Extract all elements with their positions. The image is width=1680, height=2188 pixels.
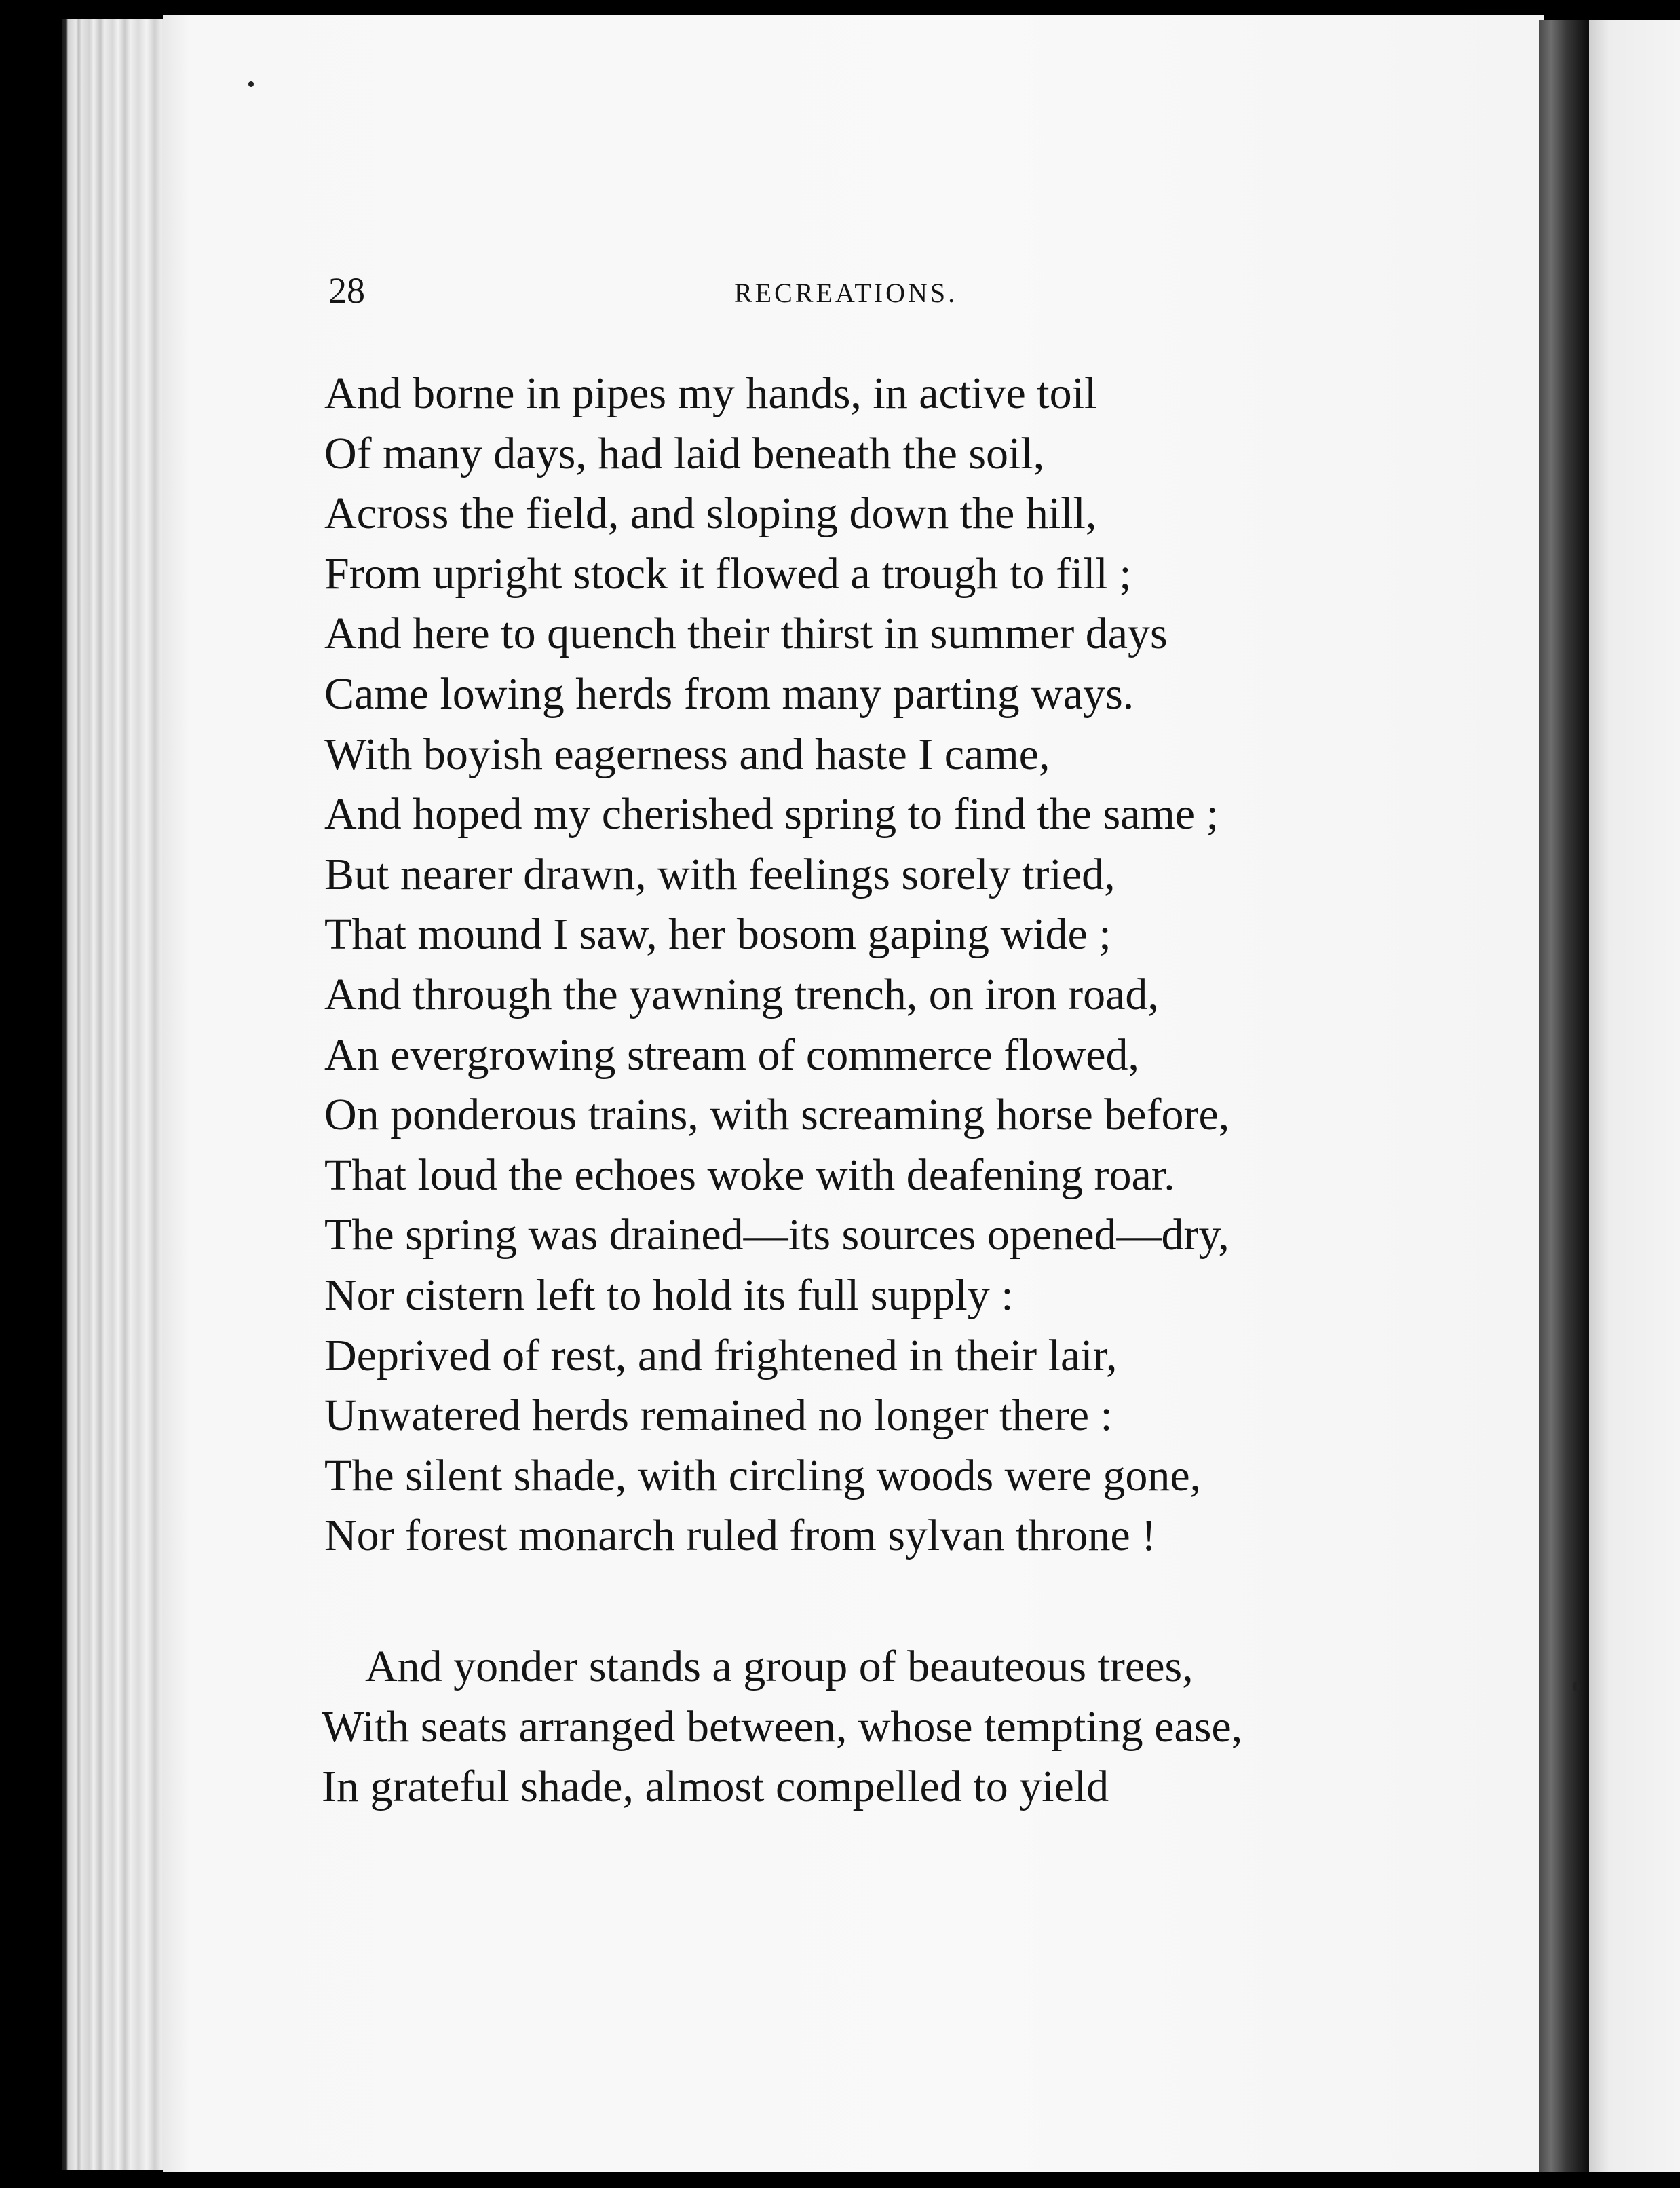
poem-line: An evergrowing stream of commerce flowed, (324, 1030, 1140, 1080)
poem-line: And borne in pipes my hands, in active toil (324, 369, 1097, 418)
poem-line: But nearer drawn, with feelings sorely tried, (324, 849, 1115, 899)
book-gutter (1539, 20, 1589, 2172)
poem-line: And yonder stands a group of beauteous trees, (365, 1642, 1194, 1691)
poem-line: That mound I saw, her bosom gaping wide ; (324, 909, 1111, 960)
poem-line: Deprived of rest, and frightened in their lair, (324, 1330, 1118, 1380)
poem-stanza-2 (322, 1637, 1242, 1817)
poem-line: The silent shade, with circling woods were gone, (324, 1450, 1202, 1501)
poem-line: Came lowing herds from many parting ways. (324, 668, 1134, 719)
poem-line: Across the field, and sloping down the hill, (324, 489, 1097, 539)
poem-line: In grateful shade, almost compelled to yield (322, 1762, 1109, 1812)
poem-line: And hoped my cherished spring to find the same ; (324, 789, 1219, 840)
scan-speck (1573, 1682, 1580, 1691)
poem-line: That loud the echoes woke with deafening roar. (324, 1150, 1175, 1200)
running-head: RECREATIONS. (734, 278, 958, 308)
facing-page-edge (1589, 20, 1680, 2172)
poem-line: Nor forest monarch ruled from sylvan throne ! (324, 1511, 1157, 1561)
scan-speck (248, 81, 254, 87)
poem-line: The spring was drained—its sources opened—dry, (324, 1210, 1229, 1260)
page-number: 28 (328, 270, 365, 311)
poem-stanza-1 (324, 364, 1229, 1566)
poem-line: And through the yawning trench, on iron road, (324, 969, 1159, 1019)
poem-line: With seats arranged between, whose tempting ease, (322, 1701, 1243, 1752)
page-edges (62, 19, 171, 2170)
poem-line: Unwatered herds remained no longer there : (324, 1391, 1113, 1441)
poem-line: With boyish eagerness and haste I came, (324, 729, 1050, 779)
poem-line: And here to quench their thirst in summer days (324, 609, 1168, 659)
poem-line: On ponderous trains, with screaming horse before, (324, 1090, 1230, 1140)
poem-line: Of many days, had laid beneath the soil, (324, 428, 1045, 478)
poem-line: Nor cistern left to hold its full supply : (324, 1270, 1014, 1320)
poem-line: From upright stock it flowed a trough to fill ; (324, 548, 1132, 599)
